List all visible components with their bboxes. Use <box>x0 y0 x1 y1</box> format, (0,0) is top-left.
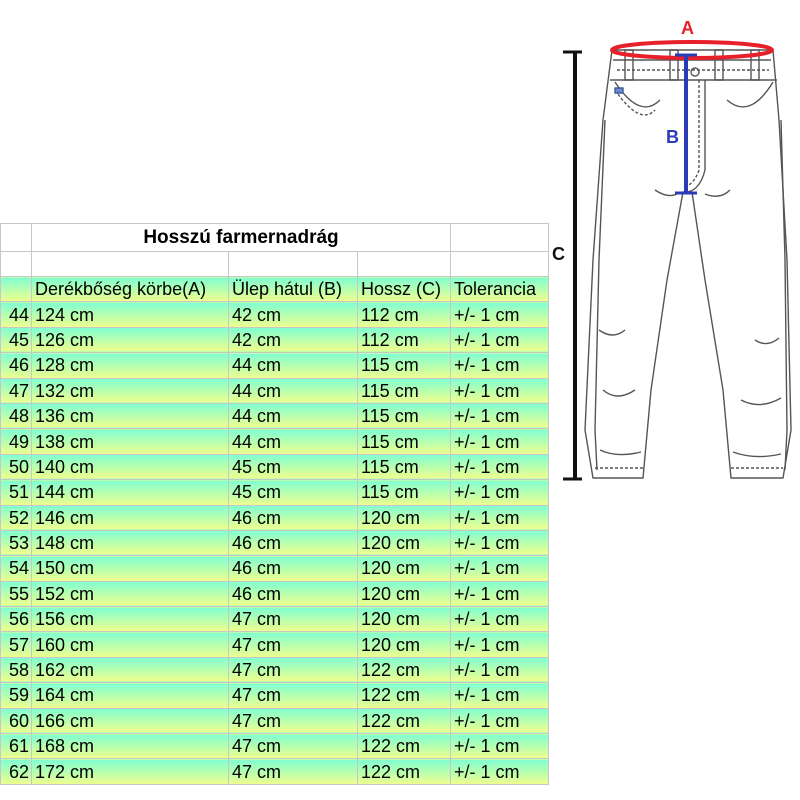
hip-cell: 47 cm <box>229 708 358 733</box>
tolerance-cell: +/- 1 cm <box>451 683 549 708</box>
tolerance-cell: +/- 1 cm <box>451 505 549 530</box>
waist-cell: 124 cm <box>32 302 229 327</box>
waist-cell: 152 cm <box>32 581 229 606</box>
table-blank-row <box>1 252 549 277</box>
hip-cell: 47 cm <box>229 607 358 632</box>
blank-cell <box>451 252 549 277</box>
table-row <box>1 378 549 403</box>
label-b: B <box>666 127 679 147</box>
waist-cell: 160 cm <box>32 632 229 657</box>
tolerance-cell: +/- 1 cm <box>451 759 549 784</box>
jeans-diagram <box>552 10 795 490</box>
size-cell: 44 <box>1 302 32 327</box>
table-row <box>1 505 549 530</box>
header-tolerance: Tolerancia <box>451 277 549 302</box>
tolerance-cell: +/- 1 cm <box>451 556 549 581</box>
table-row <box>1 734 549 759</box>
size-cell: 56 <box>1 607 32 632</box>
hip-cell: 44 cm <box>229 403 358 428</box>
waist-cell: 150 cm <box>32 556 229 581</box>
waist-cell: 140 cm <box>32 454 229 479</box>
length-cell: 122 cm <box>358 708 451 733</box>
table-row <box>1 581 549 606</box>
tolerance-cell: +/- 1 cm <box>451 378 549 403</box>
length-cell: 122 cm <box>358 734 451 759</box>
table-row <box>1 454 549 479</box>
blank-cell <box>32 252 229 277</box>
table-row <box>1 403 549 428</box>
waist-cell: 126 cm <box>32 327 229 352</box>
size-cell: 53 <box>1 530 32 555</box>
blank-cell <box>229 252 358 277</box>
tolerance-cell: +/- 1 cm <box>451 632 549 657</box>
blank-cell <box>1 252 32 277</box>
size-cell: 58 <box>1 657 32 682</box>
size-cell: 47 <box>1 378 32 403</box>
length-cell: 115 cm <box>358 378 451 403</box>
blank-cell <box>358 252 451 277</box>
header-hip: Ülep hátul (B) <box>229 277 358 302</box>
waist-cell: 156 cm <box>32 607 229 632</box>
length-cell: 120 cm <box>358 607 451 632</box>
tolerance-cell: +/- 1 cm <box>451 607 549 632</box>
tolerance-cell: +/- 1 cm <box>451 581 549 606</box>
table-row <box>1 607 549 632</box>
size-cell: 50 <box>1 454 32 479</box>
label-c: C <box>552 244 565 264</box>
tolerance-cell: +/- 1 cm <box>451 403 549 428</box>
table-title-corner <box>1 224 32 252</box>
length-cell: 122 cm <box>358 683 451 708</box>
size-cell: 60 <box>1 708 32 733</box>
size-cell: 54 <box>1 556 32 581</box>
length-cell: 115 cm <box>358 480 451 505</box>
tolerance-cell: +/- 1 cm <box>451 302 549 327</box>
waist-cell: 162 cm <box>32 657 229 682</box>
waist-cell: 164 cm <box>32 683 229 708</box>
table-row <box>1 632 549 657</box>
size-cell: 46 <box>1 353 32 378</box>
hip-cell: 46 cm <box>229 530 358 555</box>
tolerance-cell: +/- 1 cm <box>451 454 549 479</box>
table-row <box>1 759 549 784</box>
waist-cell: 128 cm <box>32 353 229 378</box>
length-cell: 120 cm <box>358 505 451 530</box>
table-row <box>1 302 549 327</box>
table-body <box>1 302 549 784</box>
table-header-row <box>1 277 549 302</box>
hip-cell: 47 cm <box>229 759 358 784</box>
size-cell: 45 <box>1 327 32 352</box>
length-cell: 120 cm <box>358 530 451 555</box>
tolerance-cell: +/- 1 cm <box>451 708 549 733</box>
size-cell: 51 <box>1 480 32 505</box>
table-row <box>1 353 549 378</box>
tolerance-cell: +/- 1 cm <box>451 657 549 682</box>
size-cell: 52 <box>1 505 32 530</box>
tolerance-cell: +/- 1 cm <box>451 353 549 378</box>
length-cell: 120 cm <box>358 632 451 657</box>
size-table <box>0 223 549 785</box>
header-size <box>1 277 32 302</box>
table-title-filler <box>451 224 549 252</box>
waist-cell: 146 cm <box>32 505 229 530</box>
hip-cell: 46 cm <box>229 581 358 606</box>
length-cell: 112 cm <box>358 302 451 327</box>
size-cell: 59 <box>1 683 32 708</box>
waist-cell: 132 cm <box>32 378 229 403</box>
table-row <box>1 429 549 454</box>
hip-cell: 46 cm <box>229 505 358 530</box>
hip-cell: 47 cm <box>229 632 358 657</box>
waist-cell: 168 cm <box>32 734 229 759</box>
hip-cell: 42 cm <box>229 302 358 327</box>
table-row <box>1 683 549 708</box>
length-cell: 115 cm <box>358 353 451 378</box>
table-row <box>1 556 549 581</box>
table-row <box>1 480 549 505</box>
label-a: A <box>681 18 694 38</box>
tolerance-cell: +/- 1 cm <box>451 480 549 505</box>
length-cell: 120 cm <box>358 581 451 606</box>
table-title-row <box>1 224 549 252</box>
length-cell: 115 cm <box>358 454 451 479</box>
waist-cell: 138 cm <box>32 429 229 454</box>
header-length: Hossz (C) <box>358 277 451 302</box>
hip-cell: 45 cm <box>229 480 358 505</box>
length-cell: 122 cm <box>358 657 451 682</box>
dimension-c <box>563 52 582 479</box>
tolerance-cell: +/- 1 cm <box>451 429 549 454</box>
length-cell: 120 cm <box>358 556 451 581</box>
table-title: Hosszú farmernadrág <box>32 224 451 252</box>
hip-cell: 45 cm <box>229 454 358 479</box>
table-row <box>1 530 549 555</box>
hip-cell: 47 cm <box>229 734 358 759</box>
length-cell: 112 cm <box>358 327 451 352</box>
length-cell: 115 cm <box>358 403 451 428</box>
tolerance-cell: +/- 1 cm <box>451 530 549 555</box>
hip-cell: 44 cm <box>229 378 358 403</box>
tolerance-cell: +/- 1 cm <box>451 734 549 759</box>
size-cell: 55 <box>1 581 32 606</box>
waist-cell: 148 cm <box>32 530 229 555</box>
hip-cell: 46 cm <box>229 556 358 581</box>
waist-cell: 166 cm <box>32 708 229 733</box>
size-cell: 57 <box>1 632 32 657</box>
size-cell: 49 <box>1 429 32 454</box>
hip-cell: 42 cm <box>229 327 358 352</box>
table-row <box>1 327 549 352</box>
waist-cell: 144 cm <box>32 480 229 505</box>
length-cell: 115 cm <box>358 429 451 454</box>
hip-cell: 44 cm <box>229 353 358 378</box>
size-cell: 62 <box>1 759 32 784</box>
length-cell: 122 cm <box>358 759 451 784</box>
size-cell: 48 <box>1 403 32 428</box>
size-cell: 61 <box>1 734 32 759</box>
waist-cell: 172 cm <box>32 759 229 784</box>
hip-cell: 47 cm <box>229 657 358 682</box>
waist-cell: 136 cm <box>32 403 229 428</box>
hip-cell: 47 cm <box>229 683 358 708</box>
hip-cell: 44 cm <box>229 429 358 454</box>
tolerance-cell: +/- 1 cm <box>451 327 549 352</box>
table-row <box>1 657 549 682</box>
table-row <box>1 708 549 733</box>
header-waist: Derékbőség körbe(A) <box>32 277 229 302</box>
